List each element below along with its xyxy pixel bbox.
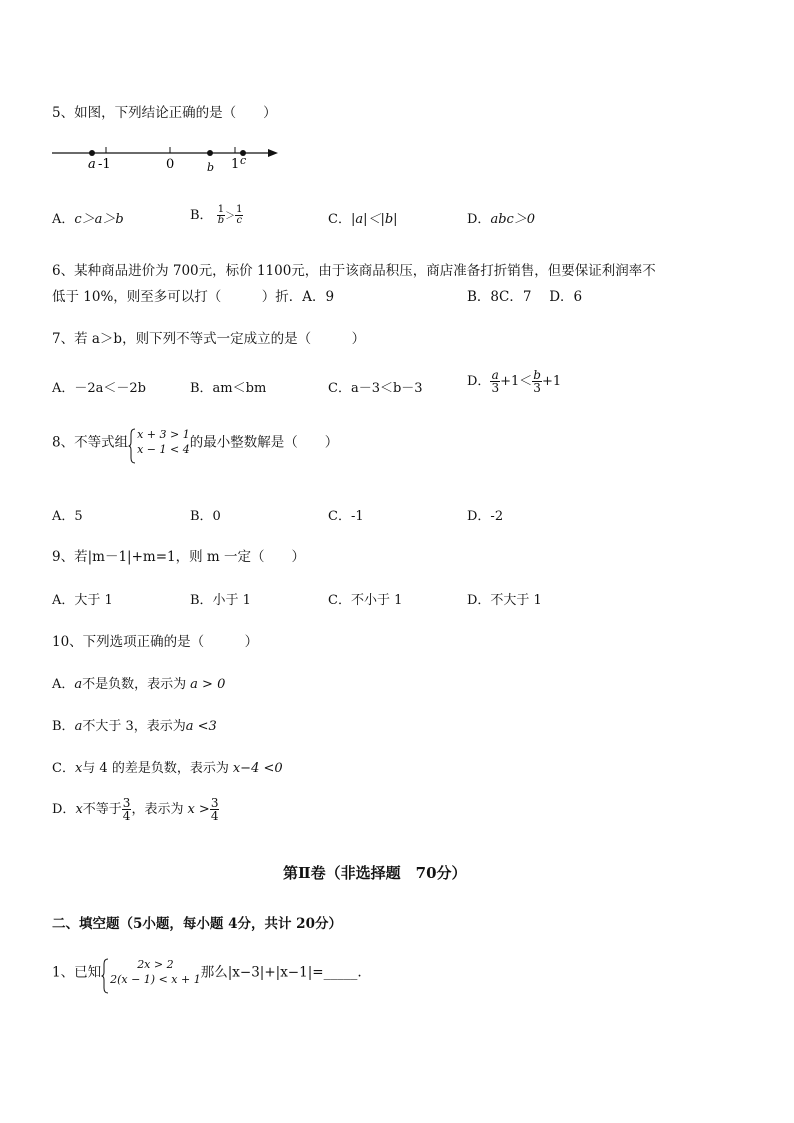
fill1-stem: 1、已知 2x > 2 2(x − 1) < x + 1 那么|x−3|+|x−1|=_____. bbox=[52, 958, 362, 988]
q9-option-c: C．不小于 1 bbox=[328, 593, 403, 608]
q10-option-c: C．x与 4 的差是负数，表示为 x−4 <0 bbox=[52, 761, 283, 776]
q8-stem: 8、不等式组 x + 3 > 1 x − 1 < 4 的最小整数解是（ ） bbox=[52, 428, 338, 458]
q9-option-a: A．大于 1 bbox=[52, 593, 113, 608]
q7-option-d: D． $\frac{a}{3}$ +1＜ $\frac{b}{3}$ +1 bbox=[467, 368, 562, 395]
q7-option-b: B．am＜bm bbox=[190, 381, 267, 396]
q10-stem: 10、下列选项正确的是（ ） bbox=[52, 634, 259, 650]
q7-option-c: C．a－3＜b－3 bbox=[328, 381, 423, 396]
q10-option-d: D．x不等于 $\frac{3}{4}$ ，表示为 x > $\frac{3}{4}$ bbox=[52, 796, 219, 823]
label-minus-one: -1 bbox=[98, 157, 111, 172]
number-line bbox=[50, 140, 290, 176]
q5-option-c: C．|a|＜|b| bbox=[328, 212, 398, 227]
q5-option-a: A．c＞a＞b bbox=[52, 212, 124, 227]
point-a bbox=[89, 150, 95, 156]
q7-option-a: A．－2a＜－2b bbox=[52, 381, 147, 396]
q8-option-d: D．-2 bbox=[467, 509, 504, 524]
section-title: 二、填空题（5小题，每小题 4分，共计 20分） bbox=[52, 916, 342, 932]
label-c: c bbox=[240, 154, 247, 167]
part2-title: 第Ⅱ卷（非选择题 70分） bbox=[283, 864, 467, 882]
q10-option-a: A．a不是负数，表示为 a > 0 bbox=[52, 677, 226, 692]
brace-icon bbox=[128, 428, 136, 464]
q9-option-d: D．不大于 1 bbox=[467, 593, 542, 608]
label-a: a bbox=[88, 157, 96, 172]
label-b: b bbox=[207, 161, 215, 174]
point-b bbox=[207, 150, 213, 156]
label-zero: 0 bbox=[166, 157, 175, 172]
q10-option-b: B．a不大于 3，表示为a <3 bbox=[52, 719, 217, 734]
q6-line2: 低于 10%，则至多可以打（ ）折．A．9 bbox=[52, 289, 335, 305]
q6-line1: 6、某种商品进价为 700元，标价 1100元，由于该商品积压，商店准备打折销售，但要保证利润率不 bbox=[52, 263, 656, 279]
brace-icon bbox=[101, 958, 109, 994]
q5-option-d: D．abc＞0 bbox=[467, 212, 536, 227]
q7-stem: 7、若 a＞b，则下列不等式一定成立的是（ ） bbox=[52, 331, 366, 347]
q9-option-b: B．小于 1 bbox=[190, 593, 251, 608]
label-one: 1 bbox=[231, 157, 240, 172]
q5-option-b: B． $\frac{1}{b}$ ＞ $\frac{1}{c}$ bbox=[190, 204, 243, 226]
q8-option-b: B．0 bbox=[190, 509, 221, 524]
number-line-arrow bbox=[268, 149, 278, 157]
q8-option-c: C．-1 bbox=[328, 509, 364, 524]
q9-stem: 9、若|m－1|+m=1，则 m 一定（ ） bbox=[52, 549, 305, 565]
q6-line2-options: B．8C．7 D．6 bbox=[467, 289, 583, 305]
q8-option-a: A．5 bbox=[52, 509, 83, 524]
q5-stem: 5、如图，下列结论正确的是（ ） bbox=[52, 105, 277, 121]
